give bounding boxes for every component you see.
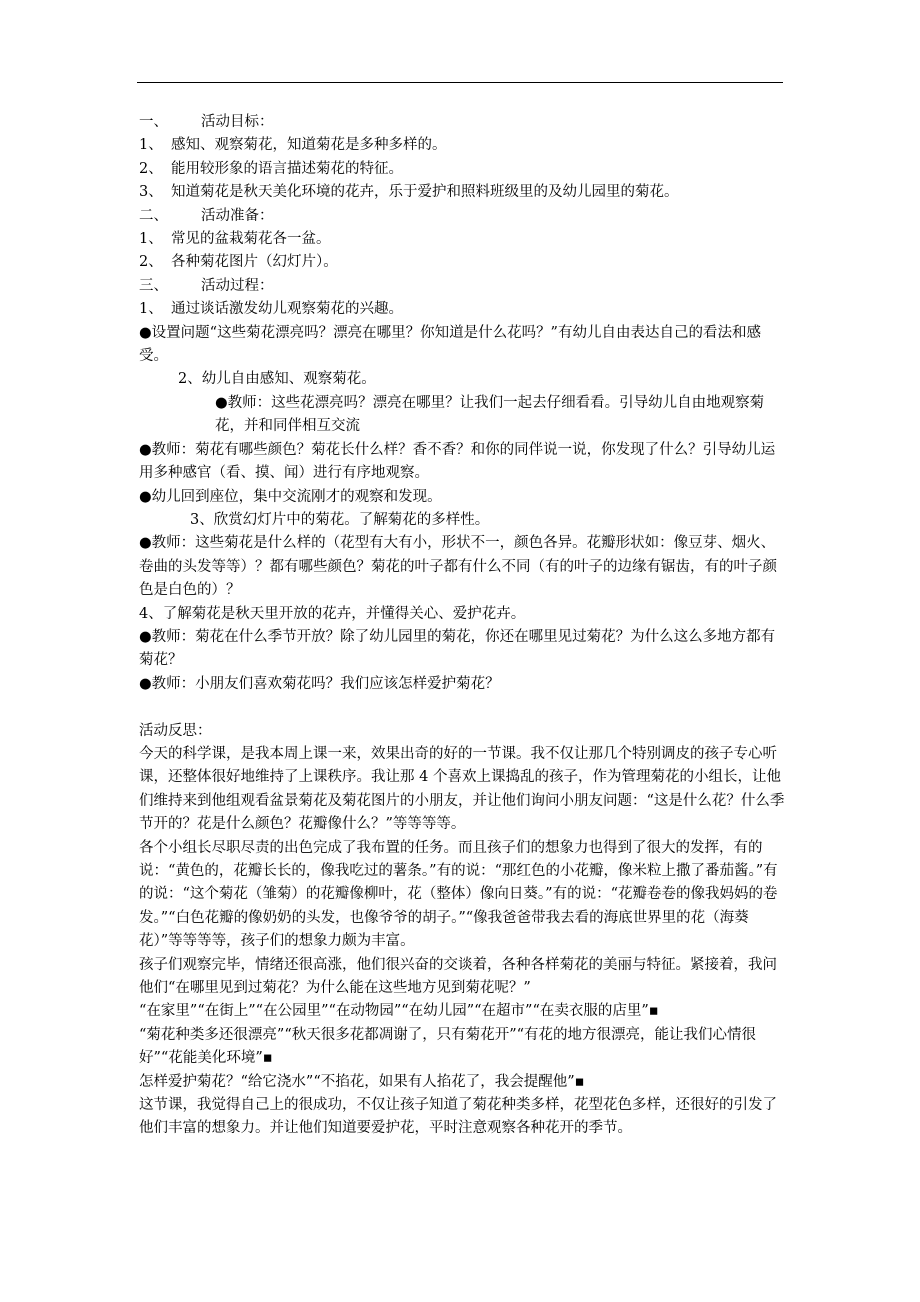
section-heading-preparation xyxy=(139,205,785,228)
document-body xyxy=(139,111,785,1141)
list-item xyxy=(139,228,785,251)
reflection-paragraph: 怎样爱护菊花？“给它浇水”“不掐花，如果有人掐花了，我会提醒他”▪ xyxy=(139,1073,585,1090)
item-number: 1、 xyxy=(139,137,163,154)
reflection-paragraph: 这节课，我觉得自己上的很成功，不仅让孩子知道了菊花种类多样，花型花色多样，还很好的引发了他们丰富的想象力。并让他们知道要爱护花，平时注意观察各种花开的季节。 xyxy=(139,1097,777,1137)
item-number: 2、 xyxy=(139,254,163,271)
item-text: 知道菊花是秋天美化环境的花卉，乐于爱护和照料班级里的及幼儿园里的菊花。 xyxy=(171,184,679,201)
section-title: 活动过程： xyxy=(201,277,274,294)
header-rule xyxy=(137,82,783,83)
reflection-paragraph: 今天的科学课，是我本周上课一来，效果出奇的好的一节课。我不仅让那几个特别调皮的孩子专心听课，还整体很好地维持了上课秩序。我让那 4 个喜欢上课捣乱的孩子，作为管理菊花的小组长，让他们维持来到他组观看盆景菊花及菊花图片的小朋友，并让他们询问小朋友问题：“这是什么花？什么季节开的？花是什么颜色？花瓣像什么？”等等等等。 xyxy=(139,745,785,833)
item-number: 2、 xyxy=(139,160,163,177)
list-item xyxy=(139,181,785,204)
bullet-paragraph: ●设置问题“这些菊花漂亮吗？漂亮在哪里？你知道是什么花吗？”有幼儿自由表达自己的看法和感受。 xyxy=(139,324,761,365)
list-item xyxy=(139,158,785,181)
bullet-paragraph: ●教师：菊花在什么季节开放？除了幼儿园里的菊花，你还在哪里见过菊花？为什么这么多地方都有菊花？ xyxy=(139,628,776,669)
section-heading-goals xyxy=(139,111,785,134)
step-line: 4、了解菊花是秋天里开放的花卉，并懂得关心、爱护花卉。 xyxy=(139,605,526,622)
reflection-paragraph: “菊花种类多还很漂亮”“秋天很多花都凋谢了，只有菊花开”“有花的地方很漂亮，能让我们心情很好”“花能美化环境”▪ xyxy=(139,1026,757,1067)
list-item xyxy=(139,298,785,321)
bullet-paragraph: ●教师：这些菊花是什么样的（花型有大有小，形状不一，颜色各异。花瓣形状如：像豆芽、烟火、卷曲的头发等等）？都有哪些颜色？菊花的叶子都有什么不同（有的叶子的边缘有锯齿，有的叶子颜色是白色的）？ xyxy=(139,535,777,599)
item-text: 各种菊花图片（幻灯片）。 xyxy=(171,254,338,271)
item-number: 3、 xyxy=(139,184,163,201)
bullet-paragraph: ●教师：这些花漂亮吗？漂亮在哪里？让我们一起去仔细看看。引导幼儿自由地观察菊花，并和同伴相互交流 xyxy=(215,394,765,435)
reflection-title: 活动反思： xyxy=(139,722,212,739)
reflection-paragraph: 各个小组长尽职尽责的出色完成了我布置的任务。而且孩子们的想象力也得到了很大的发挥，有的说：“黄色的，花瓣长长的，像我吃过的薯条。”有的说：“那红色的小花瓣，像米粒上撒了番茄酱。”有的说：“这个菊花（雏菊）的花瓣像柳叶，花（整体）像向日葵。”有的说：“花瓣卷卷的像我妈妈的卷发。”“白色花瓣的像奶奶的头发，也像爷爷的胡子。”“像我爸爸带我去看的海底世界里的花（海葵花）”等等等等，孩子们的想象力颇为丰富。 xyxy=(139,839,778,950)
reflection-paragraph: “在家里”“在街上”“在公园里”“在动物园”“在幼儿园”“在超市”“在卖衣服的店里”▪ xyxy=(139,1003,659,1020)
section-title: 活动准备： xyxy=(201,207,274,224)
step-line: 2、幼儿自由感知、观察菊花。 xyxy=(178,371,376,388)
reflection-paragraph: 孩子们观察完毕，情绪还很高涨，他们很兴奋的交谈着，各种各样菊花的美丽与特征。紧接着，我问他们“在哪里见到过菊花？为什么能在这些地方见到菊花呢？” xyxy=(139,956,777,997)
bullet-paragraph: ●教师：小朋友们喜欢菊花吗？我们应该怎样爱护菊花？ xyxy=(139,675,500,692)
section-title: 活动目标： xyxy=(201,114,274,130)
item-number: 1、 xyxy=(139,231,163,248)
step-line: 3、欣赏幻灯片中的菊花。了解菊花的多样性。 xyxy=(190,511,490,528)
item-text: 通过谈话激发幼儿观察菊花的兴趣。 xyxy=(171,301,403,318)
section-heading-process xyxy=(139,275,785,298)
list-item xyxy=(139,134,785,157)
spacer xyxy=(139,696,785,719)
list-item xyxy=(139,251,785,274)
item-text: 感知、观察菊花，知道菊花是多种多样的。 xyxy=(171,137,447,154)
item-text: 常见的盆栽菊花各一盆。 xyxy=(171,231,331,248)
bullet-paragraph: ●幼儿回到座位，集中交流刚才的观察和发现。 xyxy=(139,488,442,505)
section-number: 三、 xyxy=(139,277,168,294)
section-number: 二、 xyxy=(139,207,168,224)
bullet-paragraph: ●教师：菊花有哪些颜色？菊花长什么样？香不香？和你的同伴说一说，你发现了什么？引导幼儿运用多种感官（看、摸、闻）进行有序地观察。 xyxy=(139,441,776,482)
section-number: 一、 xyxy=(139,114,168,130)
item-text: 能用较形象的语言描述菊花的特征。 xyxy=(171,160,403,177)
item-number: 1、 xyxy=(139,301,163,318)
